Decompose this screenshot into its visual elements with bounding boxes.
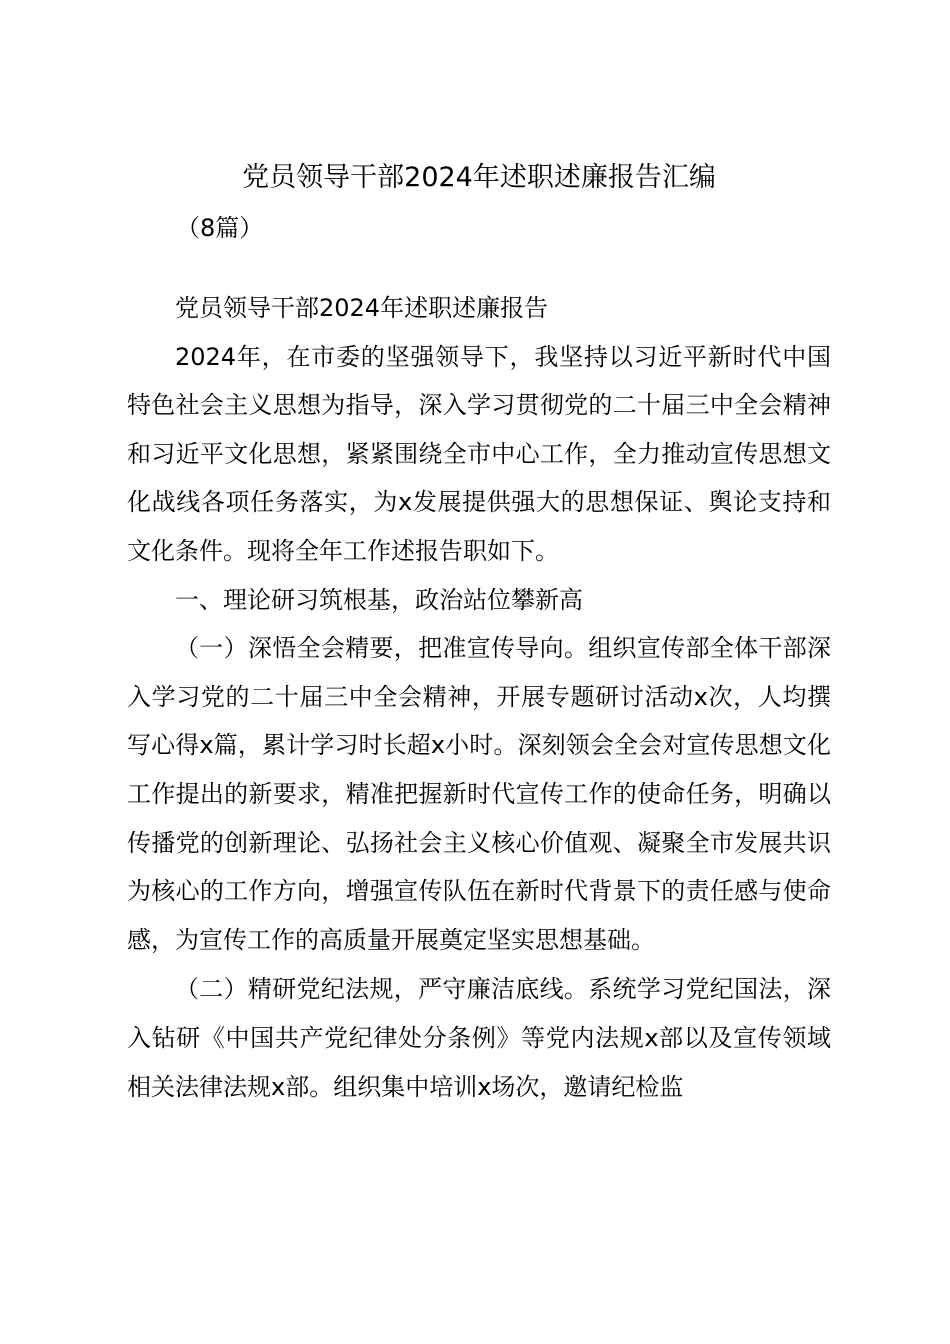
intro-paragraph: 2024年，在市委的坚强领导下，我坚持以习近平新时代中国特色社会主义思想为指导，深入学习贯彻党的二十届三中全会精神和习近平文化思想，紧紧围绕全市中心工作，全力推动宣传思想文化战线各项任务落实，为x发展提供强大的思想保证、舆论支持和文化条件。现将全年工作述报告职如下。	[127, 342, 831, 565]
document-subtitle: （8篇）	[176, 214, 264, 242]
body-paragraph: （二）精研党纪法规，严守廉洁底线。系统学习党纪国法，深入钻研《中国共产党纪律处分条例》等党内法规x部以及宣传领域相关法律法规x部。组织集中培训x场次，邀请纪检监	[127, 975, 831, 1101]
section-heading: 一、理论研习筑根基，政治站位攀新高	[175, 585, 583, 614]
document-body	[127, 284, 831, 1111]
report-heading: 党员领导干部2024年述职述廉报告	[175, 294, 549, 322]
body-paragraph: （一）深悟全会精要，把准宣传导向。组织宣传部全体干部深入学习党的二十届三中全会精神，开展专题研讨活动x次，人均撰写心得x篇，累计学习时长超x小时。深刻领会全会对宣传思想文化工作提出的新要求，精准把握新时代宣传工作的使命任务，明确以传播党的创新理论、弘扬社会主义核心价值观、凝聚全市发展共识为核心的工作方向，增强宣传队伍在新时代背景下的责任感与使命感，为宣传工作的高质量开展奠定坚实思想基础。	[127, 634, 831, 954]
document-title: 党员领导干部2024年述职述廉报告汇编	[242, 162, 716, 193]
